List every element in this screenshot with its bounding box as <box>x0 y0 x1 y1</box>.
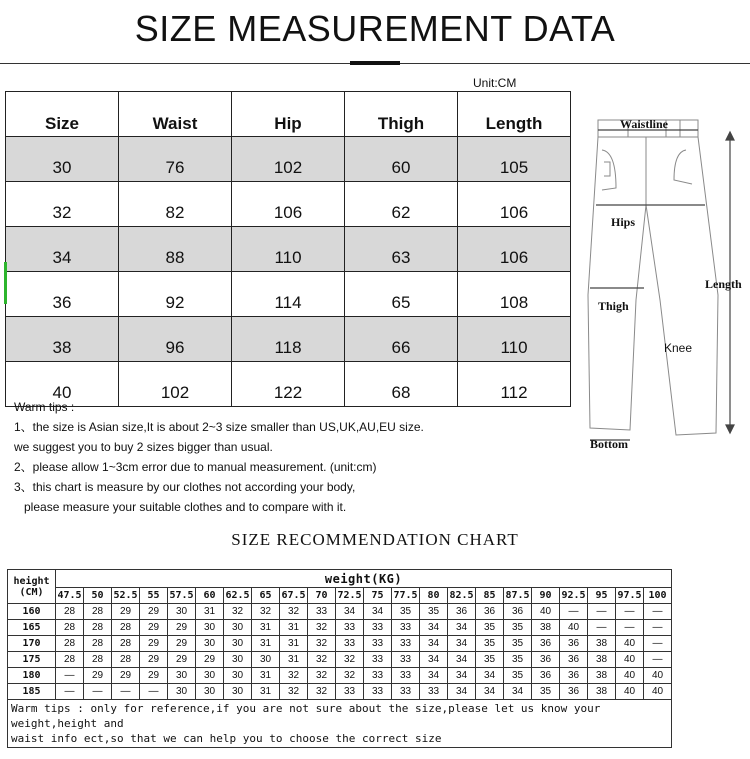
recommended-size-cell: 38 <box>532 620 560 636</box>
size-table-cell: 65 <box>345 272 458 317</box>
knee-label: Knee <box>664 341 693 355</box>
recommended-size-cell: — <box>56 684 84 700</box>
tip-line: we suggest you to buy 2 sizes bigger than usual. <box>14 440 273 454</box>
size-table-cell: 30 <box>6 137 119 182</box>
recommended-size-cell: 30 <box>224 620 252 636</box>
recommended-size-cell: 35 <box>504 620 532 636</box>
size-table-column-header: Size <box>6 92 119 137</box>
size-table-cell: 88 <box>119 227 232 272</box>
recommended-size-cell: 35 <box>476 636 504 652</box>
recommended-size-cell: 28 <box>56 636 84 652</box>
size-measurement-table <box>5 91 571 407</box>
size-table-row <box>6 227 571 272</box>
recommended-size-cell: 28 <box>84 604 112 620</box>
recommended-size-cell: 28 <box>56 620 84 636</box>
size-recommendation-table <box>7 569 672 748</box>
recommended-size-cell: 28 <box>112 652 140 668</box>
recommended-size-cell: 34 <box>420 668 448 684</box>
recommended-size-cell: 34 <box>420 620 448 636</box>
recommended-size-cell: 36 <box>504 604 532 620</box>
recommended-size-cell: 34 <box>336 604 364 620</box>
recommended-size-cell: 33 <box>364 652 392 668</box>
recommended-size-cell: — <box>644 652 672 668</box>
weight-column-header: 57.5 <box>168 588 196 604</box>
recommended-size-cell: 34 <box>420 636 448 652</box>
size-table-cell: 102 <box>119 362 232 407</box>
recommended-size-cell: 34 <box>420 652 448 668</box>
recommended-size-cell: 34 <box>476 668 504 684</box>
size-table-cell: 114 <box>232 272 345 317</box>
size-table-cell: 82 <box>119 182 232 227</box>
size-table-cell: 105 <box>458 137 571 182</box>
recommended-size-cell: 33 <box>336 636 364 652</box>
recommended-size-cell: 34 <box>364 604 392 620</box>
weight-column-header: 85 <box>476 588 504 604</box>
bottom-label: Bottom <box>590 437 628 451</box>
size-table-cell: 96 <box>119 317 232 362</box>
recommended-size-cell: 33 <box>392 668 420 684</box>
title-accent-bar <box>350 61 400 65</box>
size-table-cell: 110 <box>458 317 571 362</box>
size-table-cell: 92 <box>119 272 232 317</box>
recommended-size-cell: 28 <box>112 636 140 652</box>
recommended-size-cell: 33 <box>364 668 392 684</box>
recommended-size-cell: 38 <box>588 668 616 684</box>
recommended-size-cell: 40 <box>644 684 672 700</box>
size-table-header <box>6 92 571 137</box>
height-unit: (CM) <box>19 586 44 598</box>
tip-line: please measure your suitable clothes and to compare with it. <box>24 500 347 514</box>
recommended-size-cell: 30 <box>224 636 252 652</box>
size-table-cell: 112 <box>458 362 571 407</box>
recommendation-row <box>8 684 672 700</box>
recommendation-row <box>8 636 672 652</box>
coin-pocket <box>604 162 610 176</box>
recommended-size-cell: 32 <box>336 668 364 684</box>
recommendation-row <box>8 604 672 620</box>
size-table-row <box>6 272 571 317</box>
recommended-size-cell: 29 <box>168 636 196 652</box>
recommended-size-cell: 36 <box>560 684 588 700</box>
weight-column-header: 62.5 <box>224 588 252 604</box>
recommended-size-cell: 40 <box>616 636 644 652</box>
weight-column-header: 65 <box>252 588 280 604</box>
weight-column-header: 72.5 <box>336 588 364 604</box>
recommended-size-cell: 30 <box>196 620 224 636</box>
weight-column-header: 95 <box>588 588 616 604</box>
recommended-size-cell: 28 <box>84 620 112 636</box>
recommended-size-cell: 32 <box>280 668 308 684</box>
recommended-size-cell: 34 <box>476 684 504 700</box>
recommended-size-cell: 33 <box>392 636 420 652</box>
recommended-size-cell: 32 <box>308 652 336 668</box>
recommended-size-cell: 32 <box>224 604 252 620</box>
size-table-cell: 102 <box>232 137 345 182</box>
recommended-size-cell: 29 <box>140 668 168 684</box>
weight-header: weight(KG) <box>56 570 672 588</box>
recommendation-tip <box>8 700 672 748</box>
size-table-cell: 60 <box>345 137 458 182</box>
recommended-size-cell: 36 <box>560 668 588 684</box>
recommended-size-cell: 32 <box>308 636 336 652</box>
right-pocket <box>674 150 692 184</box>
size-table-cell: 36 <box>6 272 119 317</box>
size-table-cell: 34 <box>6 227 119 272</box>
recommended-size-cell: — <box>56 668 84 684</box>
recommended-size-cell: — <box>560 604 588 620</box>
recommended-size-cell: 28 <box>56 652 84 668</box>
recommendation-row <box>8 652 672 668</box>
height-value: 180 <box>8 668 56 684</box>
height-header <box>8 570 56 604</box>
size-table-cell: 32 <box>6 182 119 227</box>
recommended-size-cell: 32 <box>280 604 308 620</box>
recommended-size-cell: 36 <box>532 668 560 684</box>
recommended-size-cell: 32 <box>336 652 364 668</box>
recommended-size-cell: — <box>644 620 672 636</box>
recommended-size-cell: 34 <box>448 620 476 636</box>
recommended-size-cell: 35 <box>420 604 448 620</box>
recommended-size-cell: 33 <box>364 684 392 700</box>
recommended-size-cell: 29 <box>196 652 224 668</box>
size-table-row <box>6 137 571 182</box>
recommended-size-cell: 34 <box>448 668 476 684</box>
recommended-size-cell: 36 <box>560 652 588 668</box>
recommended-size-cell: 33 <box>336 620 364 636</box>
recommended-size-cell: 30 <box>224 684 252 700</box>
tips-heading: Warm tips : <box>14 400 75 414</box>
size-table-cell: 106 <box>232 182 345 227</box>
size-table-cell: 62 <box>345 182 458 227</box>
recommended-size-cell: 31 <box>252 668 280 684</box>
weight-column-header: 77.5 <box>392 588 420 604</box>
recommended-size-cell: 38 <box>588 684 616 700</box>
weight-column-header: 47.5 <box>56 588 84 604</box>
recommended-size-cell: 34 <box>448 684 476 700</box>
recommendation-row <box>8 668 672 684</box>
recommended-size-cell: 29 <box>140 620 168 636</box>
recommended-size-cell: 35 <box>476 620 504 636</box>
size-table-cell: 66 <box>345 317 458 362</box>
size-table-cell: 122 <box>232 362 345 407</box>
hips-label: Hips <box>611 215 636 229</box>
recommended-size-cell: 32 <box>280 684 308 700</box>
recommended-size-cell: 29 <box>140 652 168 668</box>
recommended-size-cell: 35 <box>504 652 532 668</box>
height-label: height <box>13 575 50 587</box>
size-table-column-header: Length <box>458 92 571 137</box>
recommended-size-cell: 40 <box>616 684 644 700</box>
recommended-size-cell: 40 <box>560 620 588 636</box>
recommended-size-cell: 30 <box>196 636 224 652</box>
weight-column-header: 90 <box>532 588 560 604</box>
recommended-size-cell: 35 <box>504 668 532 684</box>
recommended-size-cell: 35 <box>392 604 420 620</box>
weight-column-header: 52.5 <box>112 588 140 604</box>
length-label: Length <box>705 277 742 291</box>
recommended-size-cell: 28 <box>84 652 112 668</box>
recommended-size-cell: 36 <box>532 652 560 668</box>
recommended-size-cell: 34 <box>448 636 476 652</box>
weight-column-header: 67.5 <box>280 588 308 604</box>
unit-label: Unit:CM <box>473 76 517 90</box>
warm-tips <box>14 397 424 517</box>
recommended-size-cell: — <box>644 604 672 620</box>
recommended-size-cell: 38 <box>588 652 616 668</box>
recommended-size-cell: 30 <box>224 652 252 668</box>
waistline-label: Waistline <box>620 117 669 131</box>
recommended-size-cell: 29 <box>84 668 112 684</box>
recommended-size-cell: 34 <box>448 652 476 668</box>
size-table-column-header: Hip <box>232 92 345 137</box>
size-table-cell: 40 <box>6 362 119 407</box>
recommendation-row <box>8 620 672 636</box>
recommended-size-cell: 29 <box>112 668 140 684</box>
size-table-row <box>6 317 571 362</box>
tip-line: 2、please allow 1~3cm error due to manual measurement. (unit:cm) <box>14 460 377 474</box>
size-table-cell: 118 <box>232 317 345 362</box>
recommended-size-cell: 35 <box>532 684 560 700</box>
recommended-size-cell: 30 <box>196 684 224 700</box>
weight-column-header: 82.5 <box>448 588 476 604</box>
recommended-size-cell: 36 <box>560 636 588 652</box>
weight-column-header: 92.5 <box>560 588 588 604</box>
size-table-cell: 68 <box>345 362 458 407</box>
recommended-size-cell: 31 <box>280 620 308 636</box>
recommended-size-cell: 33 <box>392 684 420 700</box>
pants-measurement-diagram <box>580 110 750 455</box>
recommended-size-cell: 40 <box>644 668 672 684</box>
recommended-size-cell: 29 <box>168 620 196 636</box>
size-table-cell: 106 <box>458 227 571 272</box>
weight-column-header: 75 <box>364 588 392 604</box>
recommended-size-cell: 32 <box>308 620 336 636</box>
recommended-size-cell: 30 <box>168 668 196 684</box>
recommended-size-cell: — <box>84 684 112 700</box>
recommended-size-cell: — <box>140 684 168 700</box>
weight-column-header: 55 <box>140 588 168 604</box>
recommended-size-cell: 35 <box>476 652 504 668</box>
page-title: SIZE MEASUREMENT DATA <box>134 8 616 49</box>
recommendation-title: SIZE RECOMMENDATION CHART <box>231 530 519 549</box>
recommended-size-cell: 31 <box>280 652 308 668</box>
thigh-label: Thigh <box>598 299 629 313</box>
size-table-column-header: Waist <box>119 92 232 137</box>
recommended-size-cell: 32 <box>252 604 280 620</box>
recommended-size-cell: 33 <box>420 684 448 700</box>
recommended-size-cell: 28 <box>56 604 84 620</box>
size-table-cell: 76 <box>119 137 232 182</box>
height-value: 175 <box>8 652 56 668</box>
weight-column-header: 87.5 <box>504 588 532 604</box>
recommended-size-cell: 30 <box>168 604 196 620</box>
recommended-size-cell: 40 <box>532 604 560 620</box>
recommended-size-cell: — <box>588 620 616 636</box>
height-value: 185 <box>8 684 56 700</box>
row-marker <box>4 262 7 304</box>
recommended-size-cell: 29 <box>112 604 140 620</box>
recommended-size-cell: 30 <box>168 684 196 700</box>
weight-column-header: 50 <box>84 588 112 604</box>
recommended-size-cell: 33 <box>364 636 392 652</box>
recommended-size-cell: 30 <box>196 668 224 684</box>
height-value: 170 <box>8 636 56 652</box>
recommended-size-cell: 33 <box>392 652 420 668</box>
tip-line: 1、the size is Asian size,It is about 2~3 size smaller than US,UK,AU,EU size. <box>14 420 424 434</box>
size-table-column-header: Thigh <box>345 92 458 137</box>
recommended-size-cell: 31 <box>252 620 280 636</box>
recommended-size-cell: — <box>112 684 140 700</box>
recommended-size-cell: 32 <box>308 668 336 684</box>
recommended-size-cell: 36 <box>476 604 504 620</box>
tip-line: waist info ect,so that we can help you to choose the correct size <box>11 732 442 745</box>
tip-line: 3、this chart is measure by our clothes not according your body, <box>14 480 356 494</box>
recommended-size-cell: 30 <box>224 668 252 684</box>
weight-column-header: 60 <box>196 588 224 604</box>
recommended-size-cell: 31 <box>196 604 224 620</box>
left-leg-outline <box>588 137 646 430</box>
recommended-size-cell: — <box>644 636 672 652</box>
weight-column-header: 100 <box>644 588 672 604</box>
weight-column-header: 70 <box>308 588 336 604</box>
tip-line: Warm tips : only for reference,if you are not sure about the size,please let us know your weight,height and <box>11 702 601 730</box>
recommended-size-cell: 40 <box>616 652 644 668</box>
size-table-cell: 110 <box>232 227 345 272</box>
recommended-size-cell: 31 <box>252 636 280 652</box>
recommended-size-cell: 28 <box>112 620 140 636</box>
recommended-size-cell: 36 <box>448 604 476 620</box>
recommended-size-cell: 33 <box>392 620 420 636</box>
recommended-size-cell: 33 <box>336 684 364 700</box>
recommended-size-cell: 32 <box>308 684 336 700</box>
recommended-size-cell: 34 <box>504 684 532 700</box>
recommended-size-cell: 28 <box>84 636 112 652</box>
recommended-size-cell: 36 <box>532 636 560 652</box>
recommended-size-cell: 29 <box>168 652 196 668</box>
recommended-size-cell: 30 <box>252 652 280 668</box>
recommended-size-cell: 40 <box>616 668 644 684</box>
recommended-size-cell: 31 <box>252 684 280 700</box>
weight-column-header: 97.5 <box>616 588 644 604</box>
size-table-cell: 63 <box>345 227 458 272</box>
recommended-size-cell: — <box>616 620 644 636</box>
height-value: 160 <box>8 604 56 620</box>
size-table-row <box>6 182 571 227</box>
recommended-size-cell: 33 <box>364 620 392 636</box>
recommended-size-cell: 35 <box>504 636 532 652</box>
weight-column-header: 80 <box>420 588 448 604</box>
left-pocket <box>602 150 616 190</box>
recommended-size-cell: 38 <box>588 636 616 652</box>
recommended-size-cell: — <box>588 604 616 620</box>
height-value: 165 <box>8 620 56 636</box>
recommended-size-cell: 33 <box>308 604 336 620</box>
recommended-size-cell: — <box>616 604 644 620</box>
recommended-size-cell: 29 <box>140 604 168 620</box>
size-table-cell: 108 <box>458 272 571 317</box>
recommended-size-cell: 29 <box>140 636 168 652</box>
recommended-size-cell: 31 <box>280 636 308 652</box>
size-table-cell: 106 <box>458 182 571 227</box>
size-table-cell: 38 <box>6 317 119 362</box>
